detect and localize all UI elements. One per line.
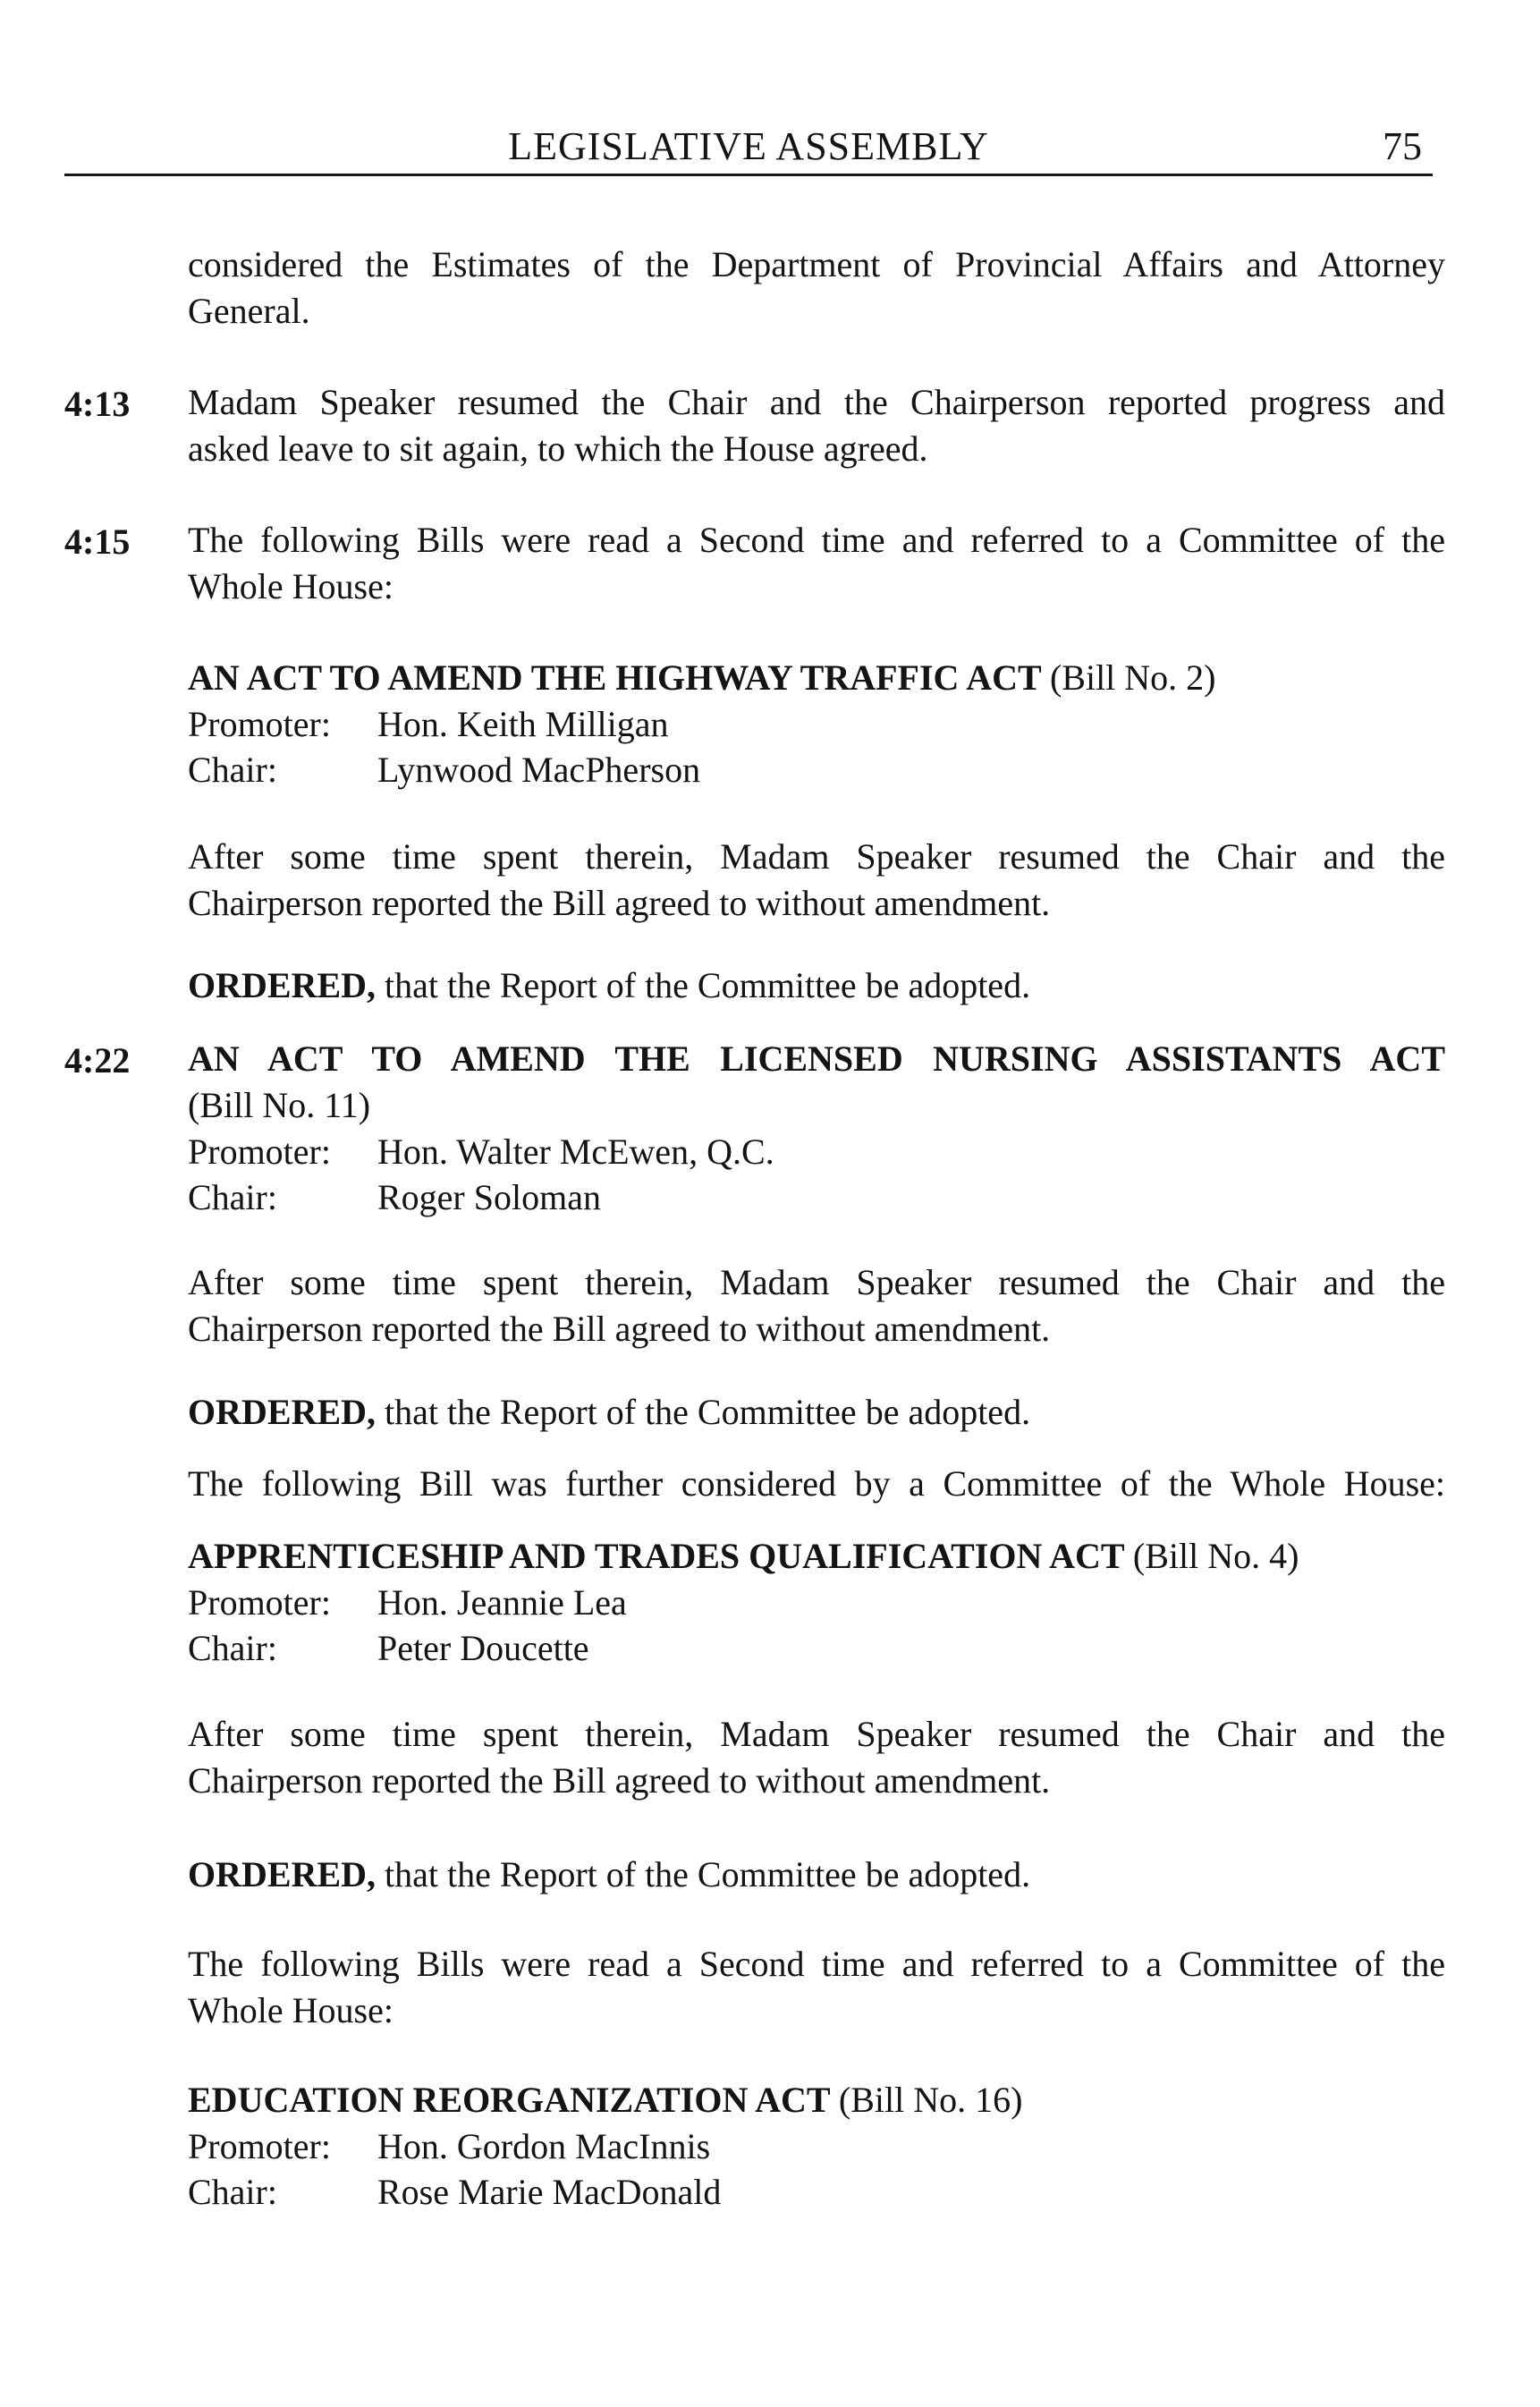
chair-name: Peter Doucette	[377, 1628, 589, 1668]
intro-line-1: considered the Estimates of the Department of Provincial Affairs and Attorney	[188, 244, 1445, 284]
progress-2-line-1: After some time spent therein, Madam Speaker resumed the Chair and the	[188, 1262, 1445, 1302]
ordered-rest: that the Report of the Committee be adopted.	[376, 1854, 1031, 1894]
chair-label: Chair:	[188, 2172, 277, 2212]
second-reading-line-2: Whole House:	[188, 1990, 393, 2030]
promoter-name: Hon. Keith Milligan	[377, 704, 669, 744]
chair-row	[188, 2169, 1445, 2215]
chair-row	[188, 747, 1445, 792]
bill-title: APPRENTICESHIP AND TRADES QUALIFICATION ACT	[188, 1536, 1124, 1576]
promoter-label: Promoter:	[188, 704, 331, 744]
intro-line-2: General.	[188, 291, 310, 331]
bill-title: AN ACT TO AMEND THE HIGHWAY TRAFFIC ACT	[188, 657, 1041, 698]
second-reading-line-1: The following Bills were read a Second time and referred to a Committee of the	[188, 1944, 1445, 1984]
chair-label: Chair:	[188, 1628, 277, 1668]
entry-4-15-line-1: The following Bills were read a Second time and referred to a Committee of the	[188, 520, 1445, 560]
time-stamp: 4:13	[64, 384, 131, 424]
ordered-3-text	[188, 1852, 1445, 1898]
promoter-label: Promoter:	[188, 1582, 331, 1623]
ordered-keyword: ORDERED,	[188, 1854, 377, 1894]
entry-4-13-line-1: Madam Speaker resumed the Chair and the Chairperson reported progress and	[188, 382, 1445, 422]
chair-name: Lynwood MacPherson	[377, 750, 701, 790]
further-text: The following Bill was further considered by a Committee of the Whole House:	[188, 1463, 1445, 1504]
page-number: 75	[1383, 124, 1422, 168]
bill-number: (Bill No. 16)	[838, 2080, 1023, 2120]
chair-name: Rose Marie MacDonald	[377, 2172, 722, 2212]
chair-row	[188, 1625, 1445, 1671]
promoter-name: Hon. Jeannie Lea	[377, 1582, 627, 1623]
ordered-2-text	[188, 1389, 1445, 1436]
ordered-1-text	[188, 962, 1445, 1009]
bill-title-line	[188, 1533, 1445, 1580]
promoter-row	[188, 2123, 1445, 2169]
bill-number: (Bill No. 11)	[188, 1085, 371, 1125]
bill-title-line	[188, 2077, 1445, 2123]
bill-number: (Bill No. 4)	[1132, 1536, 1299, 1576]
promoter-label: Promoter:	[188, 2126, 331, 2166]
progress-1-line-2: Chairperson reported the Bill agreed to without amendment.	[188, 883, 1051, 923]
chair-name: Roger Soloman	[377, 1177, 601, 1217]
page-header	[64, 123, 1433, 176]
progress-2-line-2: Chairperson reported the Bill agreed to without amendment.	[188, 1309, 1051, 1349]
entry-4-13-line-2: asked leave to sit again, to which the House agreed.	[188, 428, 928, 469]
running-title: LEGISLATIVE ASSEMBLY	[508, 124, 989, 168]
progress-1-line-1: After some time spent therein, Madam Speaker resumed the Chair and the	[188, 836, 1445, 877]
promoter-label: Promoter:	[188, 1131, 331, 1172]
chair-label: Chair:	[188, 750, 277, 790]
time-stamp: 4:15	[64, 521, 131, 562]
entry-4-15-line-2: Whole House:	[188, 566, 393, 606]
promoter-name: Hon. Walter McEwen, Q.C.	[377, 1131, 774, 1172]
progress-3-line-1: After some time spent therein, Madam Speaker resumed the Chair and the	[188, 1714, 1445, 1754]
chair-label: Chair:	[188, 1177, 277, 1217]
progress-3-line-2: Chairperson reported the Bill agreed to without amendment.	[188, 1760, 1051, 1801]
ordered-rest: that the Report of the Committee be adopted.	[376, 965, 1031, 1005]
bill-title-line	[188, 655, 1445, 701]
promoter-row	[188, 1129, 1445, 1174]
promoter-row	[188, 1580, 1445, 1625]
ordered-keyword: ORDERED,	[188, 965, 377, 1005]
bill-title: EDUCATION REORGANIZATION ACT	[188, 2080, 830, 2120]
chair-row	[188, 1174, 1445, 1220]
promoter-name: Hon. Gordon MacInnis	[377, 2126, 711, 2166]
time-stamp: 4:22	[64, 1040, 131, 1081]
bill-number: (Bill No. 2)	[1049, 657, 1216, 698]
ordered-rest: that the Report of the Committee be adopted.	[376, 1392, 1031, 1432]
bill-title: AN ACT TO AMEND THE LICENSED NURSING ASSISTANTS ACT	[188, 1038, 1445, 1079]
ordered-keyword: ORDERED,	[188, 1392, 377, 1432]
promoter-row	[188, 701, 1445, 747]
